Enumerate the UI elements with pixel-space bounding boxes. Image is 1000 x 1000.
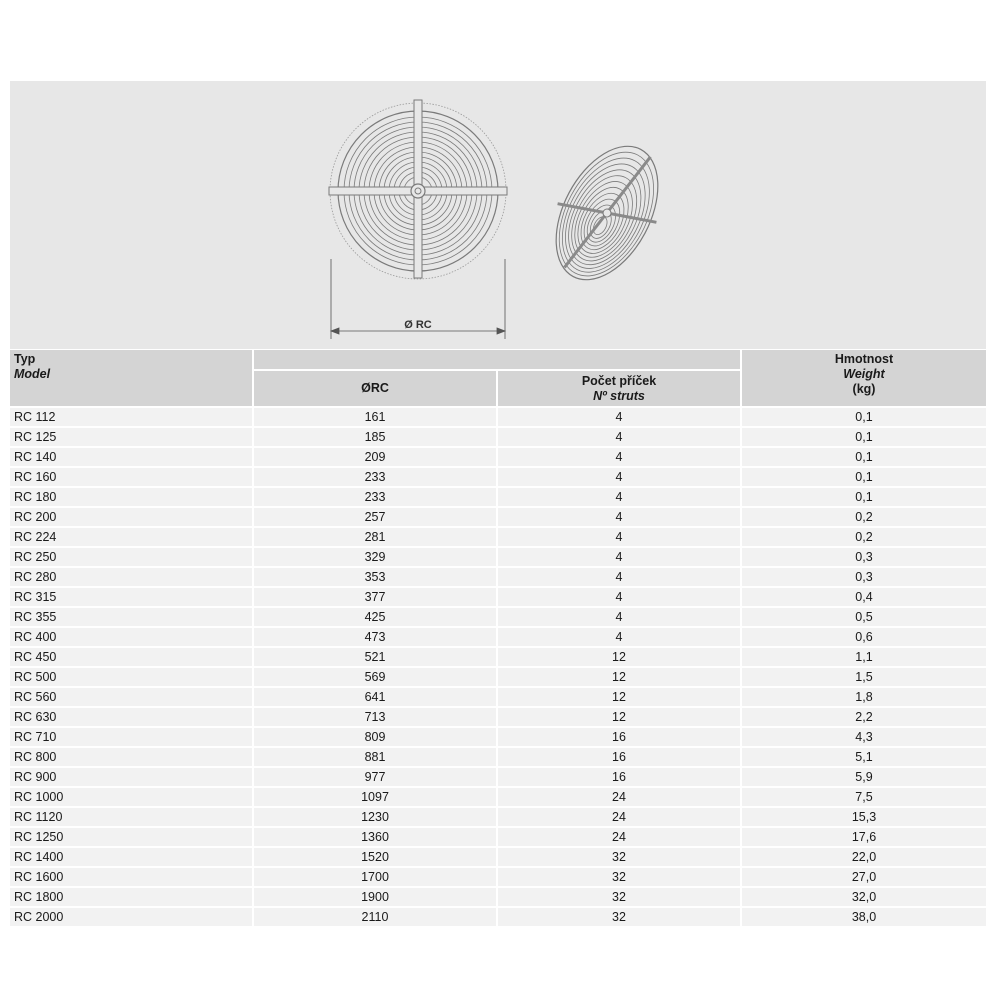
header-diameter-label: ØRC bbox=[361, 381, 389, 395]
table-row bbox=[10, 808, 986, 828]
table-row bbox=[10, 488, 986, 508]
table-row bbox=[10, 728, 986, 748]
header-struts-en: Nº struts bbox=[593, 388, 645, 403]
model-cell: RC 250 bbox=[10, 548, 254, 568]
header-weight-cz: Hmotnost bbox=[834, 352, 894, 366]
table-row bbox=[10, 448, 986, 468]
diameter-cell: 809 bbox=[254, 728, 498, 748]
table-row bbox=[10, 688, 986, 708]
diameter-cell: 569 bbox=[254, 668, 498, 688]
table-row bbox=[10, 828, 986, 848]
struts-cell: 4 bbox=[498, 568, 742, 588]
header-struts bbox=[498, 371, 742, 408]
diameter-cell: 233 bbox=[254, 468, 498, 488]
header-group bbox=[254, 350, 742, 371]
struts-cell: 32 bbox=[498, 908, 742, 928]
struts-cell: 16 bbox=[498, 748, 742, 768]
header-model bbox=[10, 350, 254, 408]
weight-cell: 0,6 bbox=[742, 628, 986, 648]
diameter-cell: 185 bbox=[254, 428, 498, 448]
diameter-cell: 209 bbox=[254, 448, 498, 468]
model-cell: RC 112 bbox=[10, 408, 254, 428]
weight-cell: 0,3 bbox=[742, 548, 986, 568]
table-row bbox=[10, 868, 986, 888]
model-cell: RC 140 bbox=[10, 448, 254, 468]
header-weight-en: Weight bbox=[843, 367, 885, 381]
table-row bbox=[10, 428, 986, 448]
table-body bbox=[10, 408, 986, 928]
struts-cell: 12 bbox=[498, 708, 742, 728]
struts-cell: 4 bbox=[498, 588, 742, 608]
table-row bbox=[10, 628, 986, 648]
weight-cell: 1,1 bbox=[742, 648, 986, 668]
front-view bbox=[329, 100, 507, 279]
table-row bbox=[10, 408, 986, 428]
header-struts-cz: Počet příček bbox=[581, 373, 657, 388]
model-cell: RC 224 bbox=[10, 528, 254, 548]
weight-cell: 0,5 bbox=[742, 608, 986, 628]
struts-cell: 4 bbox=[498, 448, 742, 468]
table-row bbox=[10, 548, 986, 568]
struts-cell: 24 bbox=[498, 828, 742, 848]
diameter-cell: 257 bbox=[254, 508, 498, 528]
header-weight bbox=[742, 350, 986, 408]
diameter-cell: 1097 bbox=[254, 788, 498, 808]
struts-cell: 4 bbox=[498, 488, 742, 508]
struts-cell: 4 bbox=[498, 528, 742, 548]
struts-cell: 12 bbox=[498, 688, 742, 708]
weight-cell: 5,9 bbox=[742, 768, 986, 788]
diameter-cell: 1700 bbox=[254, 868, 498, 888]
table-row bbox=[10, 588, 986, 608]
table-row bbox=[10, 668, 986, 688]
model-cell: RC 1800 bbox=[10, 888, 254, 908]
weight-cell: 17,6 bbox=[742, 828, 986, 848]
fan-guard-drawing bbox=[10, 81, 986, 349]
header-model-en: Model bbox=[14, 367, 51, 381]
struts-cell: 16 bbox=[498, 728, 742, 748]
model-cell: RC 1600 bbox=[10, 868, 254, 888]
model-cell: RC 560 bbox=[10, 688, 254, 708]
weight-cell: 15,3 bbox=[742, 808, 986, 828]
weight-cell: 0,3 bbox=[742, 568, 986, 588]
table-row bbox=[10, 768, 986, 788]
table-row bbox=[10, 848, 986, 868]
weight-cell: 0,1 bbox=[742, 408, 986, 428]
struts-cell: 4 bbox=[498, 628, 742, 648]
diameter-cell: 161 bbox=[254, 408, 498, 428]
model-cell: RC 180 bbox=[10, 488, 254, 508]
diameter-cell: 473 bbox=[254, 628, 498, 648]
table-row bbox=[10, 608, 986, 628]
table-row bbox=[10, 528, 986, 548]
weight-cell: 0,1 bbox=[742, 428, 986, 448]
weight-cell: 0,2 bbox=[742, 508, 986, 528]
diameter-cell: 881 bbox=[254, 748, 498, 768]
header-model-cz: Typ bbox=[14, 352, 36, 366]
diameter-cell: 1230 bbox=[254, 808, 498, 828]
spec-table bbox=[10, 350, 986, 928]
diameter-cell: 353 bbox=[254, 568, 498, 588]
weight-cell: 0,2 bbox=[742, 528, 986, 548]
struts-cell: 32 bbox=[498, 868, 742, 888]
diameter-cell: 329 bbox=[254, 548, 498, 568]
table-row bbox=[10, 888, 986, 908]
struts-cell: 12 bbox=[498, 648, 742, 668]
diameter-cell: 1520 bbox=[254, 848, 498, 868]
struts-cell: 4 bbox=[498, 468, 742, 488]
struts-cell: 4 bbox=[498, 608, 742, 628]
diameter-cell: 521 bbox=[254, 648, 498, 668]
struts-cell: 24 bbox=[498, 808, 742, 828]
diameter-cell: 713 bbox=[254, 708, 498, 728]
weight-cell: 0,4 bbox=[742, 588, 986, 608]
model-cell: RC 355 bbox=[10, 608, 254, 628]
weight-cell: 32,0 bbox=[742, 888, 986, 908]
diameter-cell: 2110 bbox=[254, 908, 498, 928]
table-row bbox=[10, 788, 986, 808]
diameter-cell: 641 bbox=[254, 688, 498, 708]
weight-cell: 7,5 bbox=[742, 788, 986, 808]
weight-cell: 2,2 bbox=[742, 708, 986, 728]
table-row bbox=[10, 748, 986, 768]
model-cell: RC 1120 bbox=[10, 808, 254, 828]
diameter-cell: 377 bbox=[254, 588, 498, 608]
weight-cell: 4,3 bbox=[742, 728, 986, 748]
header-diameter bbox=[254, 371, 498, 408]
weight-cell: 1,5 bbox=[742, 668, 986, 688]
model-cell: RC 400 bbox=[10, 628, 254, 648]
weight-cell: 0,1 bbox=[742, 448, 986, 468]
struts-cell: 4 bbox=[498, 428, 742, 448]
model-cell: RC 450 bbox=[10, 648, 254, 668]
model-cell: RC 2000 bbox=[10, 908, 254, 928]
model-cell: RC 1400 bbox=[10, 848, 254, 868]
table-row bbox=[10, 648, 986, 668]
weight-cell: 1,8 bbox=[742, 688, 986, 708]
weight-cell: 0,1 bbox=[742, 488, 986, 508]
struts-cell: 4 bbox=[498, 548, 742, 568]
table-row bbox=[10, 908, 986, 928]
diameter-cell: 1900 bbox=[254, 888, 498, 908]
diameter-cell: 281 bbox=[254, 528, 498, 548]
diameter-cell: 977 bbox=[254, 768, 498, 788]
diameter-cell: 1360 bbox=[254, 828, 498, 848]
diameter-cell: 425 bbox=[254, 608, 498, 628]
model-cell: RC 315 bbox=[10, 588, 254, 608]
model-cell: RC 1000 bbox=[10, 788, 254, 808]
model-cell: RC 710 bbox=[10, 728, 254, 748]
weight-cell: 38,0 bbox=[742, 908, 986, 928]
struts-cell: 4 bbox=[498, 508, 742, 528]
model-cell: RC 900 bbox=[10, 768, 254, 788]
model-cell: RC 125 bbox=[10, 428, 254, 448]
model-cell: RC 500 bbox=[10, 668, 254, 688]
struts-cell: 12 bbox=[498, 668, 742, 688]
table-row bbox=[10, 468, 986, 488]
diameter-cell: 233 bbox=[254, 488, 498, 508]
model-cell: RC 1250 bbox=[10, 828, 254, 848]
weight-cell: 0,1 bbox=[742, 468, 986, 488]
dimension-label: Ø RC bbox=[404, 319, 432, 331]
weight-cell: 22,0 bbox=[742, 848, 986, 868]
product-figure bbox=[10, 81, 986, 349]
struts-cell: 32 bbox=[498, 888, 742, 908]
model-cell: RC 800 bbox=[10, 748, 254, 768]
table-row bbox=[10, 508, 986, 528]
model-cell: RC 160 bbox=[10, 468, 254, 488]
struts-cell: 32 bbox=[498, 848, 742, 868]
perspective-view bbox=[531, 127, 683, 299]
struts-cell: 16 bbox=[498, 768, 742, 788]
weight-cell: 5,1 bbox=[742, 748, 986, 768]
struts-cell: 24 bbox=[498, 788, 742, 808]
model-cell: RC 280 bbox=[10, 568, 254, 588]
header-weight-unit: (kg) bbox=[852, 382, 876, 396]
model-cell: RC 630 bbox=[10, 708, 254, 728]
table-row bbox=[10, 708, 986, 728]
weight-cell: 27,0 bbox=[742, 868, 986, 888]
struts-cell: 4 bbox=[498, 408, 742, 428]
model-cell: RC 200 bbox=[10, 508, 254, 528]
table-row bbox=[10, 568, 986, 588]
